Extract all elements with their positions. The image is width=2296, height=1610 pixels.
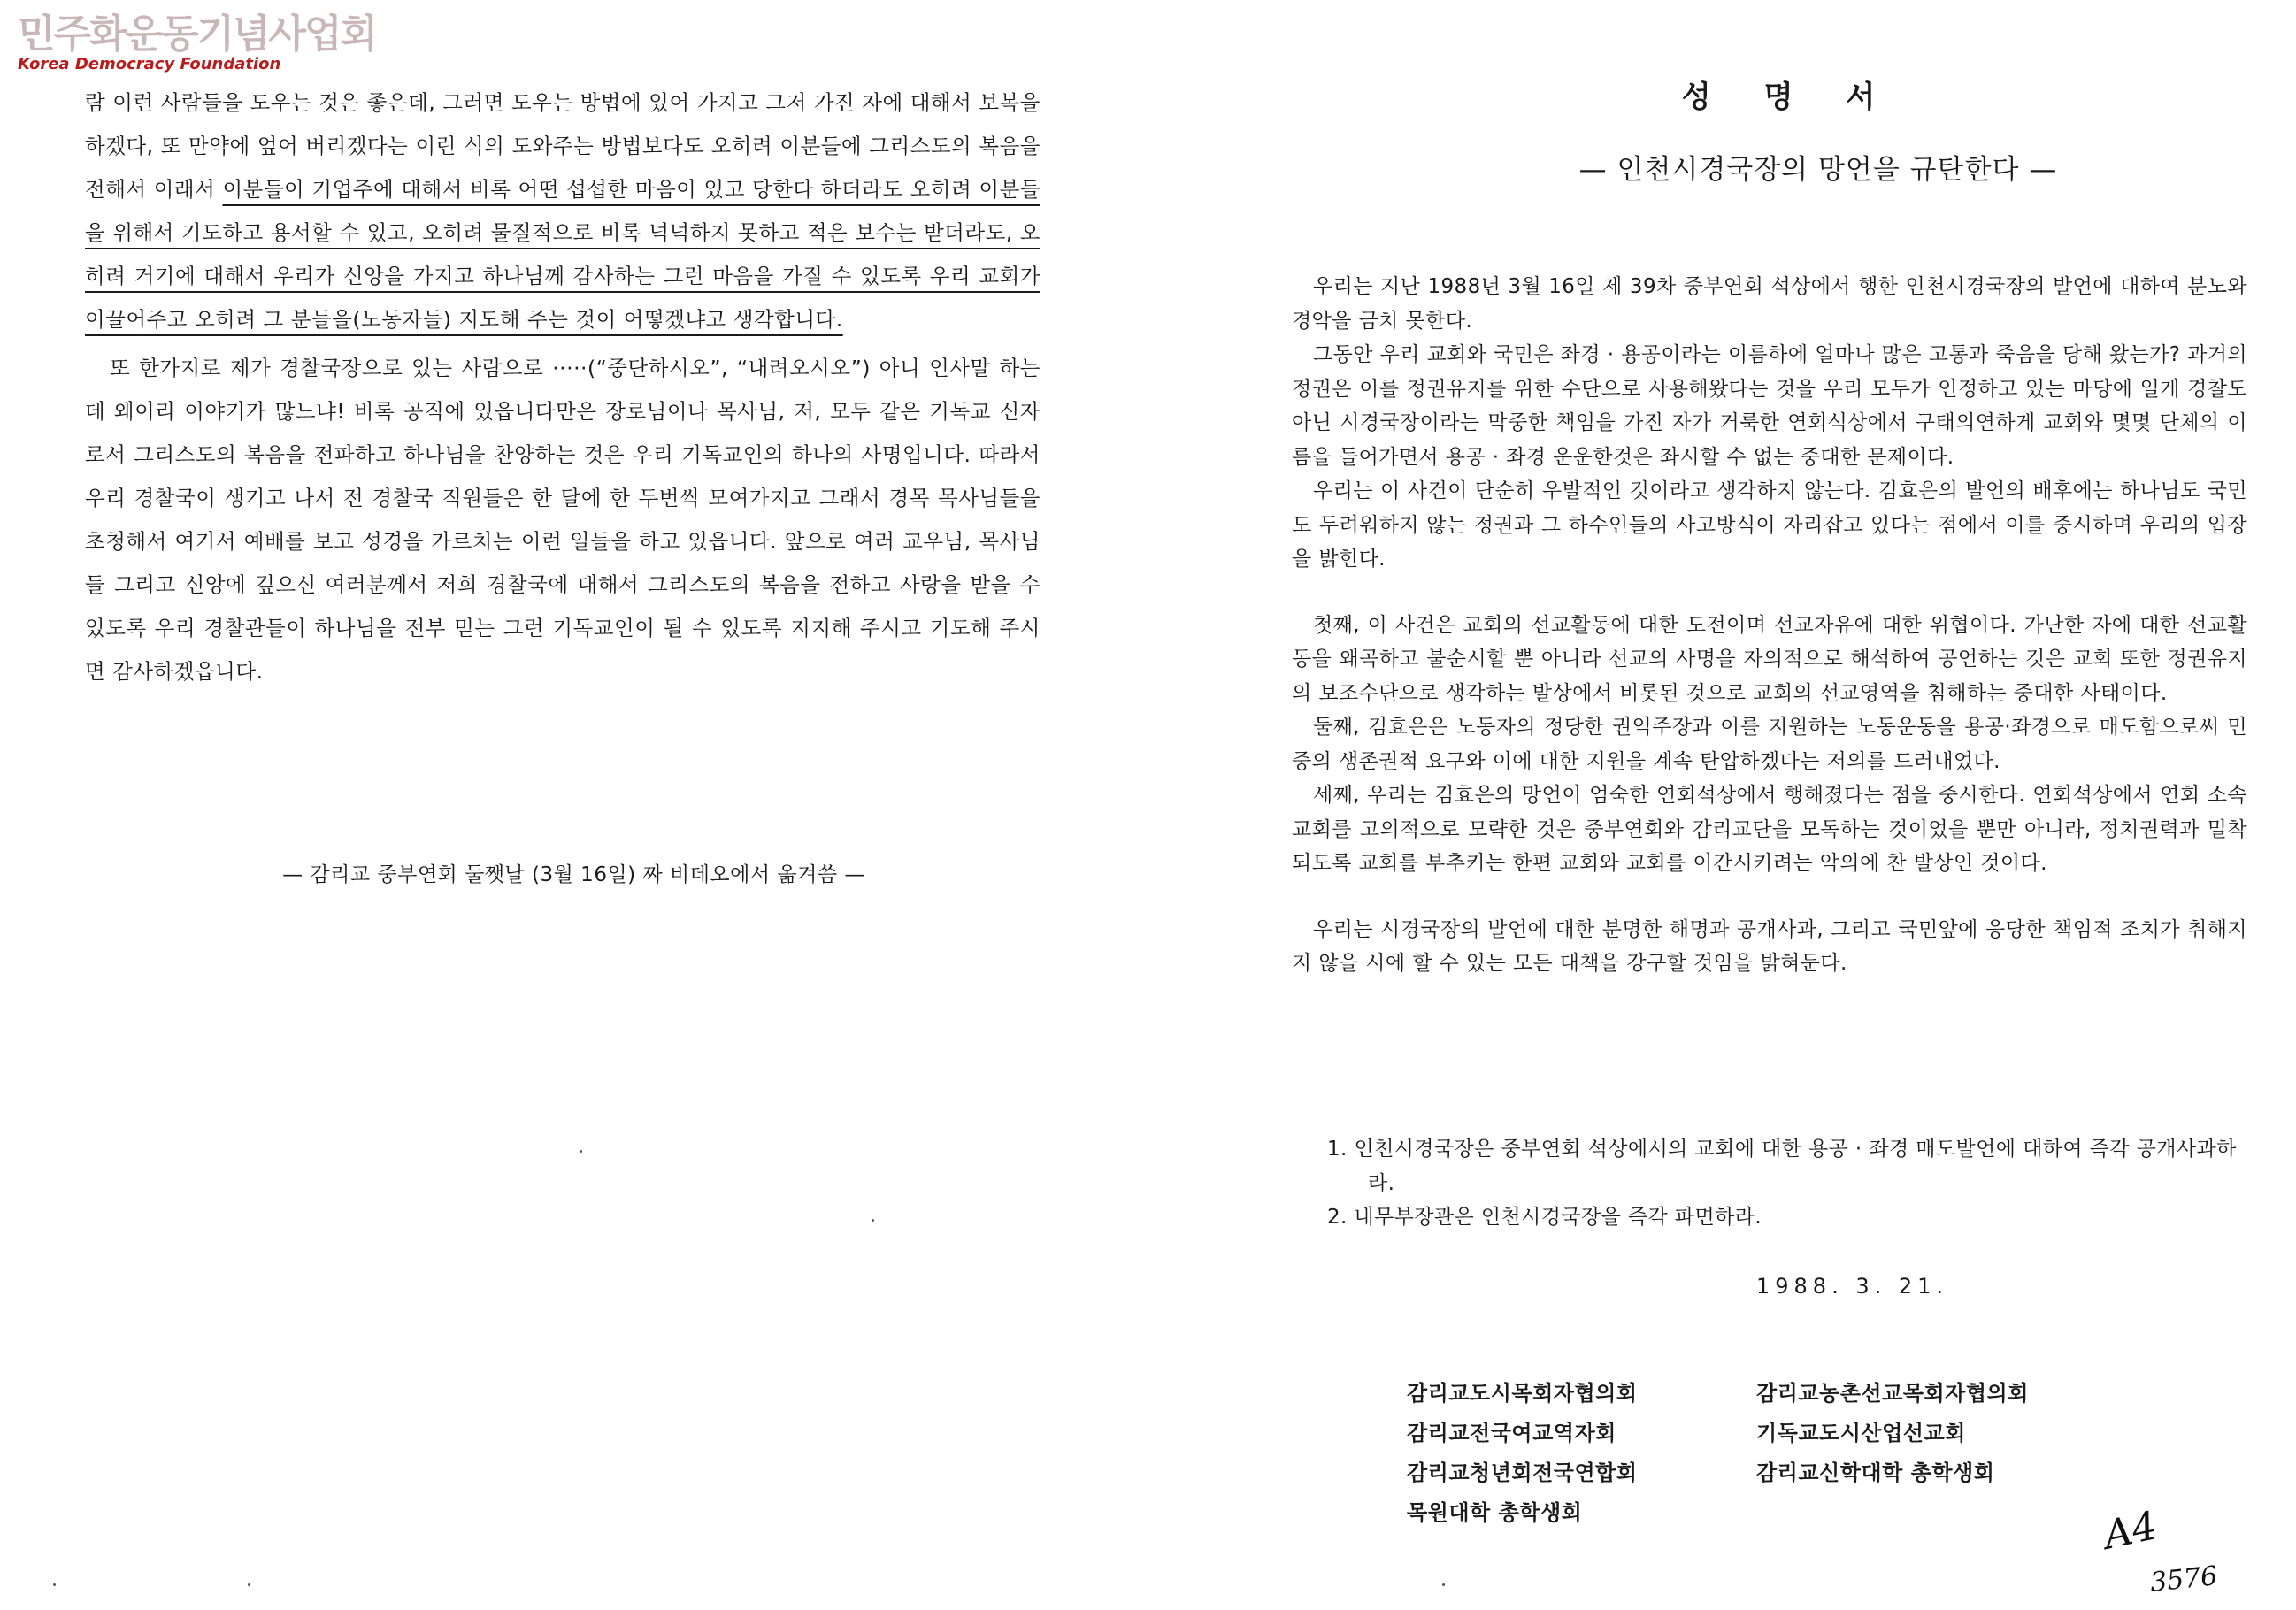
statement-point-first: 첫째, 이 사건은 교회의 선교활동에 대한 도전이며 선교자유에 대한 위협이다. 가난한 자에 대한 선교활동을 왜곡하고 불순시할 뿐 아니라 선교의 사명을 자의적으로 해석하여 공언하는 것은 교회 또한 정권유지의 보조수단으로 생각하는 발상에서 비롯된 것으로 교회의 선교영역을 침해하는 중대한 사태이다. [1292, 613, 2247, 705]
statement-title: 성명서 [1681, 80, 1929, 115]
scan-speck [872, 1219, 874, 1222]
handwritten-number: 3576 [2148, 1560, 2219, 1598]
statement-paragraph: 우리는 지난 1988년 3월 16일 제 39차 중부연회 석상에서 행한 인천시경국장의 발언에 대하여 분노와 경악을 금치 못한다. [1292, 275, 2247, 333]
left-paragraph-2: 또 한가지로 제가 경찰국장으로 있는 사람으로 ·····(“중단하시오”, “내려오시오”) 아니 인사말 하는데 왜이리 이야기가 많느냐! 비록 공직에 있읍니다만은 장로님이나 목사님, 저, 모두 같은 기독교 신자로서 그리스도의 복음을 전파하고 하나님을 찬양하는 것은 우리 기독교인의 하나의 사명입니다. 따라서 우리 경찰국이 생기고 나서 전 경찰국 직원들은 한 달에 한 두번씩 모여가지고 그래서 경목 목사님들을 초청해서 여기서 예배를 보고 성경을 가르치는 이런 일들을 하고 있읍니다. 앞으로 여러 교우님, 목사님들 그리고 신앙에 깊으신 여러분께서 저희 경찰국에 대해서 그리스도의 복음을 전하고 사랑을 받을 수 있도록 우리 경찰관들이 하나님을 전부 믿는 그런 기독교인이 될 수 있도록 지지해 주시고 기도해 주시면 감사하겠읍니다. [85, 356, 1040, 684]
statement-point-third: 세째, 우리는 김효은의 망언이 엄숙한 연회석상에서 행해졌다는 점을 중시한다. 연회석상에서 연회 소속교회를 고의적으로 모략한 것은 중부연회와 감리교단을 모독하는 것이었을 뿐만 아니라, 정치권력과 밀착되도록 교회를 부추키는 한편 교회와 교회를 이간시키려는 악의에 찬 발상인 것이다. [1292, 784, 2247, 875]
video-transcript-caption: — 감리교 중부연회 둘쨋날 (3월 16일) 짜 비데오에서 옮겨씀 — [282, 863, 865, 886]
statement-paragraph: 그동안 우리 교회와 국민은 좌경 · 용공이라는 이름하에 얼마나 많은 고통과 죽음을 당해 왔는가? 과거의 정권은 이를 정권유지를 위한 수단으로 사용해왔다는 것을 우리 모두가 인정하고 있는 마당에 일개 경찰도 아닌 시경국장이라는 막중한 책임을 가진 자가 거룩한 연회석상에서 구태의연하게 교회와 몇몇 단체의 이름을 들어가면서 용공 · 좌경 운운한것은 좌시할 수 없는 중대한 문제이다. [1292, 343, 2247, 469]
signatory-org: 감리교도시목회자협의회 [1407, 1381, 1638, 1406]
signatory-org: 감리교청년회전국연합회 [1407, 1460, 1638, 1485]
left-page-body [85, 81, 1040, 694]
scan-speck [53, 1583, 56, 1586]
underlined-passage: 이분들이 기업주에 대해서 비록 어떤 섭섭한 마음이 있고 당한다 하더라도 오히려 이분들을 위해서 기도하고 용서할 수 있고, 오히려 물질적으로 비록 넉넉하지 못하고 적은 보수는 받더라도, 오히려 거기에 대해서 우리가 신앙을 가지고 하나님께 감사하는 그런 마음을 가질 수 있도록 우리 교회가 이끌어주고 오히려 그 분들을(노동자들) 지도해 주는 것이 어떻겠냐고 생각합니다. [85, 177, 1040, 332]
signatory-organizations [1407, 1377, 2132, 1530]
statement-conclusion: 우리는 시경국장의 발언에 대한 분명한 해명과 공개사과, 그리고 국민앞에 응당한 책임적 조치가 취해지지 않을 시에 할 수 있는 모든 대책을 강구할 것임을 밝혀둔다. [1292, 917, 2247, 975]
scan-speck [1442, 1583, 1445, 1586]
left-paragraph-1-text: 람 이런 사람들을 도우는 것은 좋은데, 그러면 도우는 방법에 있어 가지고 그저 가진 자에 대해서 보복을 하겠다, 또 만약에 엎어 버리겠다는 이런 식의 도와주는 방법보다도 오히려 이분들에 그리스도의 복음을 전해서 이래서 [85, 90, 1040, 202]
signatory-org: 기독교도시산업선교회 [1756, 1421, 1966, 1445]
signatory-org: 목원대학 총학생회 [1407, 1500, 1583, 1525]
left-paragraph-1 [85, 81, 1040, 341]
scan-speck [580, 1150, 582, 1153]
signatory-org: 감리교농촌선교목회자협의회 [1756, 1381, 2029, 1406]
scan-speck [248, 1583, 250, 1586]
signatory-org: 감리교신학대학 총학생회 [1756, 1460, 1995, 1485]
statement-date: 1988. 3. 21. [1756, 1274, 1949, 1299]
statement-point-second: 둘째, 김효은은 노동자의 정당한 권익주장과 이를 지원하는 노동운동을 용공·좌경으로 매도함으로써 민중의 생존권적 요구와 이에 대한 지원을 계속 탄압하겠다는 저의를 드러내었다. [1292, 716, 2247, 773]
demands-list [1327, 1132, 2247, 1235]
signatory-org: 감리교전국여교역자회 [1407, 1421, 1616, 1445]
handwritten-note: A4 [2100, 1503, 2162, 1559]
statement-subtitle: — 인천시경국장의 망언을 규탄한다 — [1578, 154, 2058, 186]
demand-item: 2. 내무부장관은 인천시경국장을 즉각 파면하라. [1327, 1206, 1762, 1229]
watermark-english-name: Korea Democracy Foundation [18, 55, 281, 73]
statement-paragraph: 우리는 이 사건이 단순히 우발적인 것이라고 생각하지 않는다. 김효은의 발언의 배후에는 하나님도 국민도 두려워하지 않는 정권과 그 하수인들의 사고방식이 자리잡고 있다는 점에서 이를 중시하며 우리의 입장을 밝힌다. [1292, 479, 2247, 571]
demand-item: 1. 인천시경국장은 중부연회 석상에서의 교회에 대한 용공 · 좌경 매도발언에 대하여 즉각 공개사과하라. [1327, 1138, 2237, 1195]
statement-body [1292, 270, 2247, 981]
watermark-korean-name: 민주화운동기념사업회 [18, 12, 377, 57]
